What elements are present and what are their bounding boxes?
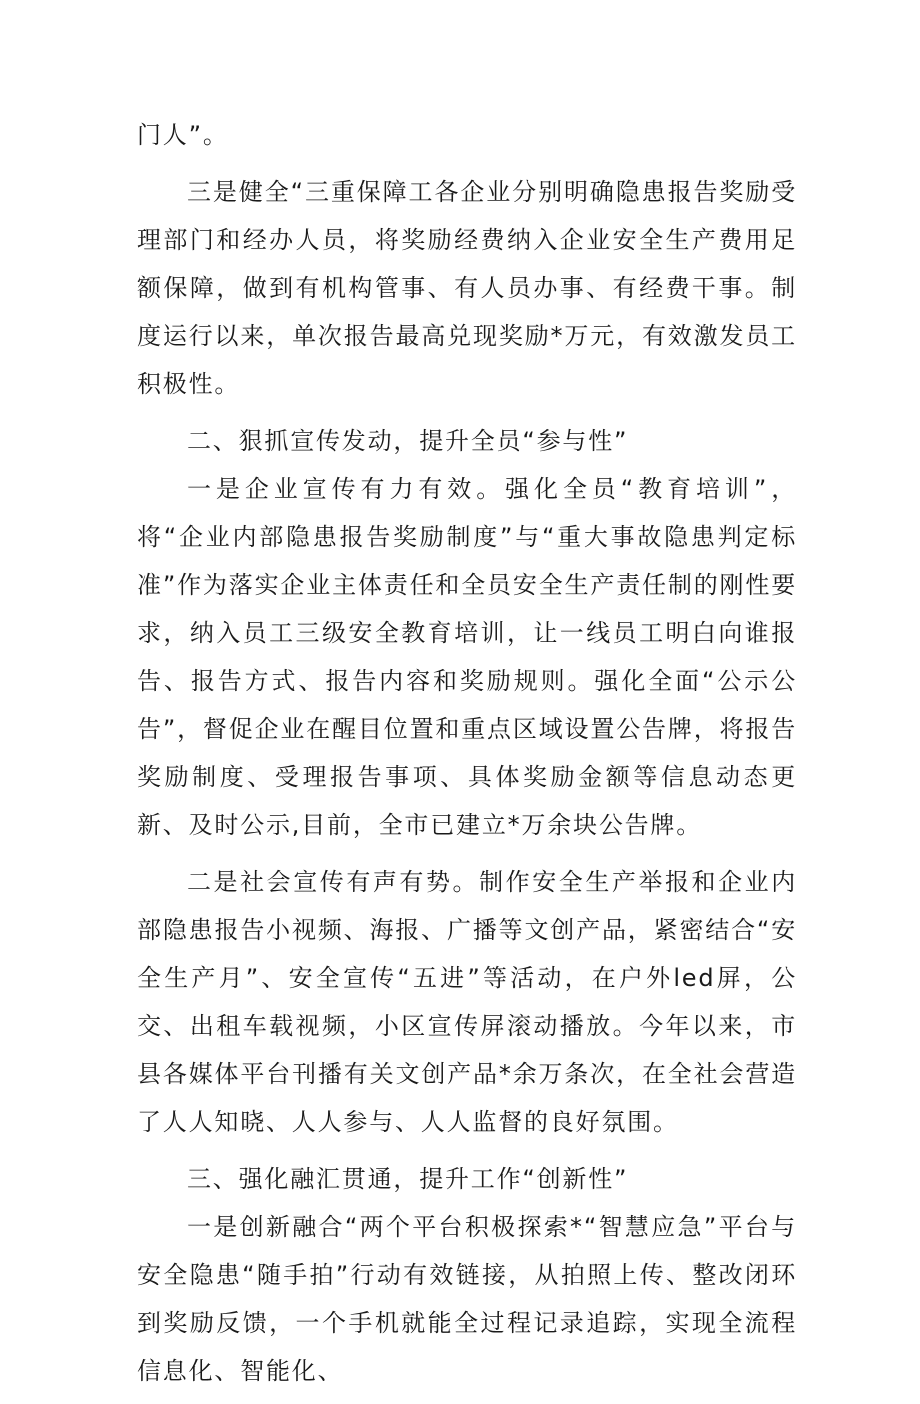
paragraph-enterprise-publicity: 一是企业宣传有力有效。强化全员“教育培训”，将“企业内部隐患报告奖励制度”与“重大事故隐患判定标准”作为落实企业主体责任和全员安全生产责任制的刚性要求，纳入员工三级安全教育培训，让一线员工明白向谁报告、报告方式、报告内容和奖励规则。强化全面“公示公告”，督促企业在醒目位置和重点区域设置公告牌，将报告奖励制度、受理报告事项、具体奖励金额等信息动态更新、及时公示,目前，全市已建立*万余块公告牌。 <box>137 475 797 839</box>
paragraph-continuation: 门人”。 <box>137 121 229 149</box>
section-heading-publicity: 二、狠抓宣传发动，提升全员“参与性” <box>187 427 629 455</box>
paragraph-platform-integration: 一是创新融合“两个平台积极探索*“智慧应急”平台与安全隐患“随手拍”行动有效链接，从拍照上传、整改闭环到奖励反馈，一个手机就能全过程记录追踪，实现全流程信息化、智能化、 <box>137 1213 797 1385</box>
section-heading-innovation: 三、强化融汇贯通，提升工作“创新性” <box>187 1165 629 1193</box>
document-page <box>137 111 797 1404</box>
paragraph-social-publicity: 二是社会宣传有声有势。制作安全生产举报和企业内部隐患报告小视频、海报、广播等文创产品，紧密结合“安全生产月”、安全宣传“五进”等活动，在户外led屏，公交、出租车载视频，小区宣传屏滚动播放。今年以来，市县各媒体平台刊播有关文创产品*余万条次，在全社会营造了人人知晓、人人参与、人人监督的良好氛围。 <box>137 868 797 1136</box>
paragraph-three-guarantees: 三是健全“三重保障工各企业分别明确隐患报告奖励受理部门和经办人员，将奖励经费纳入企业安全生产费用足额保障，做到有机构管事、有人员办事、有经费干事。制度运行以来，单次报告最高兑现奖励*万元，有效激发员工积极性。 <box>137 178 797 398</box>
